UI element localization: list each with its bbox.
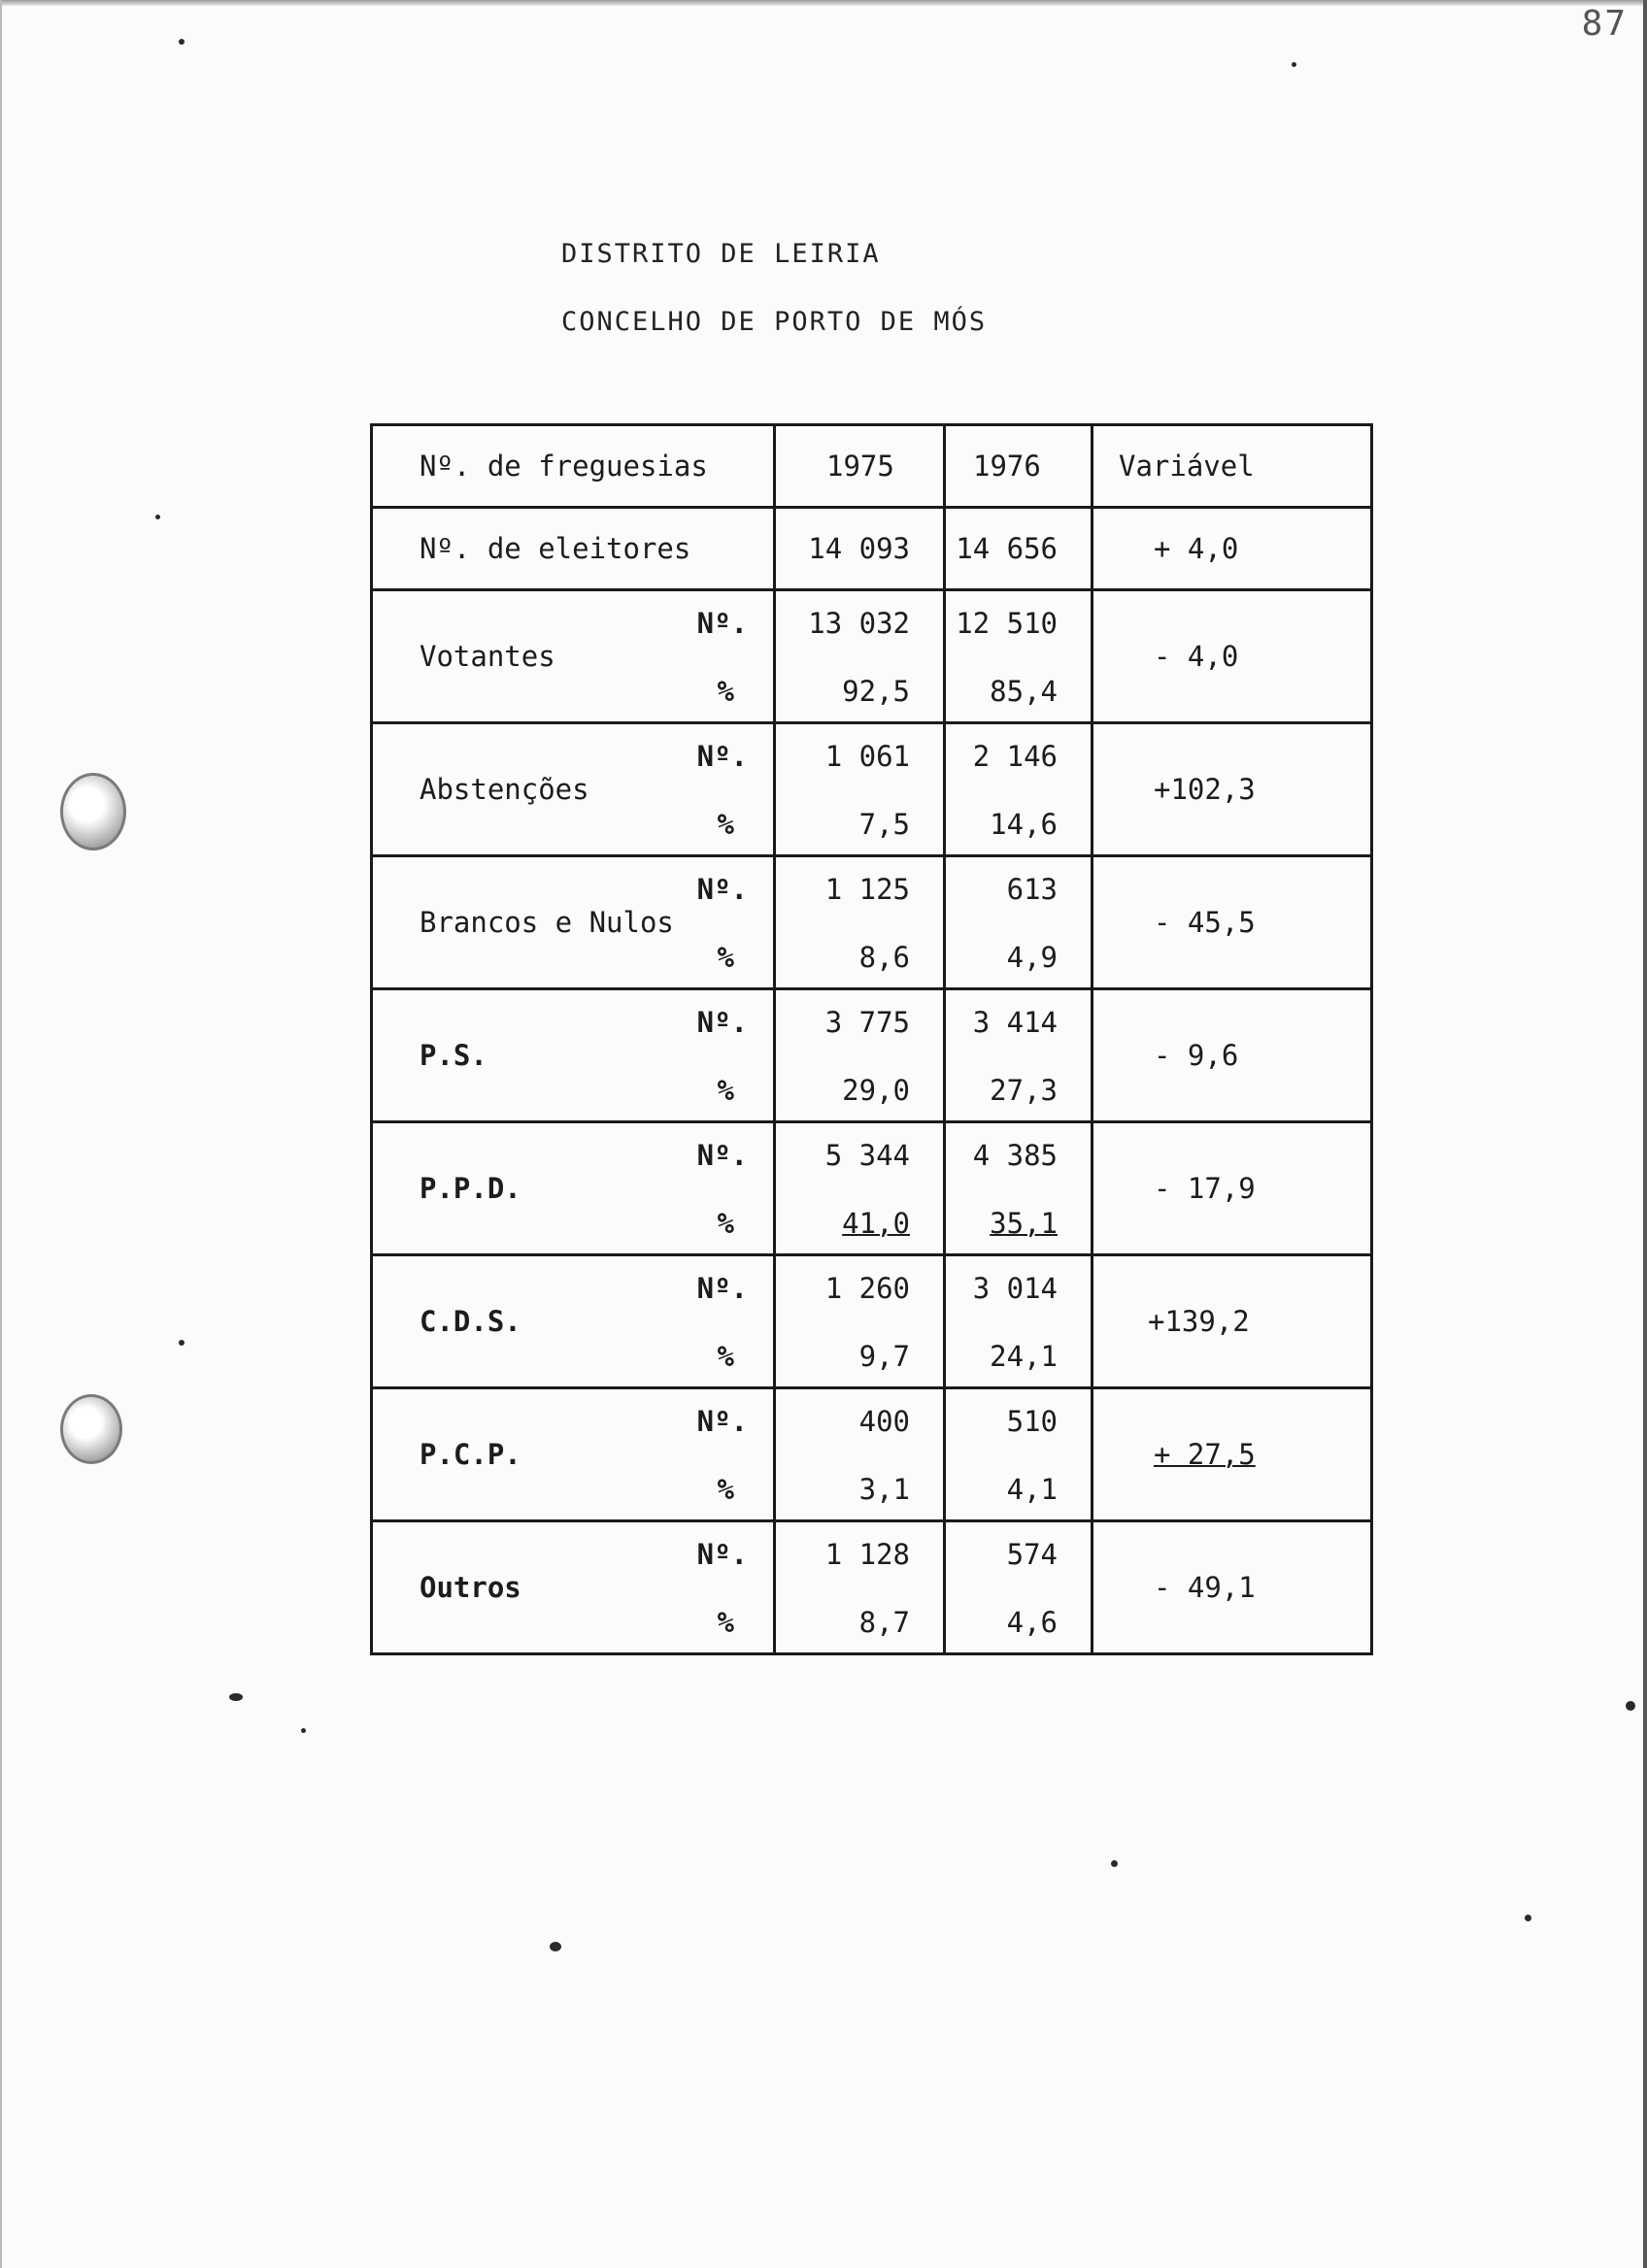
number-tag: Nº. — [696, 1006, 748, 1039]
percent-tag: % — [717, 1207, 734, 1240]
row-label-cell — [372, 1388, 775, 1521]
row-label: P.C.P. — [420, 1438, 521, 1471]
table-row — [372, 1521, 1372, 1654]
header-year-1975: 1975 — [826, 450, 894, 483]
variation-value: +139,2 — [1148, 1305, 1250, 1338]
values-1975-cell — [775, 723, 945, 856]
values-1976-cell — [945, 1521, 1092, 1654]
number-tag: Nº. — [696, 1538, 748, 1571]
row-label: Abstenções — [420, 773, 589, 806]
scan-speck — [1626, 1701, 1635, 1711]
electors-label-cell — [372, 508, 775, 590]
number-1976: 613 — [1006, 873, 1058, 906]
scan-speck — [301, 1728, 306, 1733]
row-label: P.S. — [420, 1039, 487, 1072]
header-variation-cell — [1092, 425, 1372, 508]
variation-cell — [1092, 590, 1372, 723]
percent-1975: 8,7 — [858, 1606, 910, 1639]
percent-1975: 9,7 — [858, 1340, 910, 1373]
percent-1976: 14,6 — [990, 808, 1058, 841]
percent-1976: 4,6 — [1006, 1606, 1058, 1639]
number-1976: 3 414 — [972, 1006, 1058, 1039]
percent-1976: 24,1 — [990, 1340, 1058, 1373]
values-1976-cell — [945, 989, 1092, 1122]
variation-value: - 49,1 — [1154, 1571, 1256, 1604]
percent-1975: 7,5 — [858, 808, 910, 841]
variation-cell — [1092, 1388, 1372, 1521]
values-1976-cell — [945, 1255, 1092, 1388]
scan-speck — [155, 515, 160, 519]
table-row — [372, 1255, 1372, 1388]
percent-tag: % — [717, 675, 734, 708]
number-tag: Nº. — [696, 1139, 748, 1172]
header-year-1976: 1976 — [973, 450, 1041, 483]
number-1975: 1 061 — [824, 740, 910, 773]
table-row — [372, 989, 1372, 1122]
percent-1975: 41,0 — [842, 1207, 910, 1240]
concelho-heading: CONCELHO DE PORTO DE MÓS — [561, 307, 988, 337]
row-label-cell — [372, 723, 775, 856]
number-1976: 2 146 — [972, 740, 1058, 773]
percent-tag: % — [717, 1074, 734, 1107]
variation-value: - 9,6 — [1154, 1039, 1239, 1072]
page-number: 87 — [1581, 4, 1628, 44]
variation-value: + 27,5 — [1154, 1438, 1256, 1471]
header-year-1976-cell — [945, 425, 1092, 508]
scan-speck — [1292, 62, 1296, 67]
number-tag: Nº. — [696, 607, 748, 640]
header-row — [372, 425, 1372, 508]
table-row — [372, 1122, 1372, 1255]
header-label: Nº. de freguesias — [420, 450, 708, 483]
variation-value: - 45,5 — [1154, 906, 1256, 939]
electors-1976-cell — [945, 508, 1092, 590]
values-1976-cell — [945, 723, 1092, 856]
percent-tag: % — [717, 1340, 734, 1373]
scan-speck — [179, 39, 185, 45]
number-1976: 12 510 — [956, 607, 1058, 640]
values-1976-cell — [945, 1122, 1092, 1255]
election-results-table — [370, 423, 1373, 1655]
values-1976-cell — [945, 590, 1092, 723]
paper-left-edge — [0, 0, 2, 2268]
values-1975-cell — [775, 1388, 945, 1521]
number-1975: 1 128 — [824, 1538, 910, 1571]
variation-value: - 4,0 — [1154, 640, 1239, 673]
electors-1975: 14 093 — [808, 532, 910, 565]
row-label-cell — [372, 1255, 775, 1388]
electors-label: Nº. de eleitores — [420, 532, 691, 565]
row-label-cell — [372, 1122, 775, 1255]
values-1976-cell — [945, 1388, 1092, 1521]
number-1976: 4 385 — [972, 1139, 1058, 1172]
values-1975-cell — [775, 1521, 945, 1654]
number-1976: 510 — [1006, 1405, 1058, 1438]
variation-cell — [1092, 1521, 1372, 1654]
values-1976-cell — [945, 856, 1092, 989]
variation-value: - 17,9 — [1154, 1172, 1256, 1205]
number-1975: 5 344 — [824, 1139, 910, 1172]
number-tag: Nº. — [696, 740, 748, 773]
row-label: Brancos e Nulos — [420, 906, 674, 939]
header-variation: Variável — [1119, 450, 1255, 483]
values-1975-cell — [775, 1255, 945, 1388]
percent-1975: 8,6 — [858, 941, 910, 974]
values-1975-cell — [775, 989, 945, 1122]
electors-row — [372, 508, 1372, 590]
row-label-cell — [372, 856, 775, 989]
number-1975: 1 125 — [824, 873, 910, 906]
table-row — [372, 1388, 1372, 1521]
scan-speck — [1111, 1860, 1118, 1867]
values-1975-cell — [775, 590, 945, 723]
row-label: Outros — [420, 1571, 521, 1604]
variation-cell — [1092, 1122, 1372, 1255]
electors-1976: 14 656 — [956, 532, 1058, 565]
percent-tag: % — [717, 1606, 734, 1639]
row-label-cell — [372, 1521, 775, 1654]
number-1975: 1 260 — [824, 1272, 910, 1305]
variation-value: +102,3 — [1154, 773, 1256, 806]
header-label-cell — [372, 425, 775, 508]
header-year-1975-cell — [775, 425, 945, 508]
row-label-cell — [372, 590, 775, 723]
variation-cell — [1092, 989, 1372, 1122]
row-label: P.P.D. — [420, 1172, 521, 1205]
electors-variation: + 4,0 — [1154, 532, 1239, 565]
electors-variation-cell — [1092, 508, 1372, 590]
electors-1975-cell — [775, 508, 945, 590]
variation-cell — [1092, 723, 1372, 856]
number-1975: 13 032 — [808, 607, 910, 640]
values-1975-cell — [775, 856, 945, 989]
percent-1975: 3,1 — [858, 1473, 910, 1506]
number-tag: Nº. — [696, 1405, 748, 1438]
variation-cell — [1092, 1255, 1372, 1388]
values-1975-cell — [775, 1122, 945, 1255]
percent-1975: 29,0 — [842, 1074, 910, 1107]
table-row — [372, 723, 1372, 856]
punch-hole-stain — [60, 773, 126, 850]
percent-tag: % — [717, 1473, 734, 1506]
number-1976: 574 — [1006, 1538, 1058, 1571]
paper-top-edge — [0, 0, 1647, 6]
percent-1976: 27,3 — [990, 1074, 1058, 1107]
scan-speck — [1525, 1915, 1531, 1921]
row-label: Votantes — [420, 640, 555, 673]
variation-cell — [1092, 856, 1372, 989]
row-label-cell — [372, 989, 775, 1122]
percent-1976: 4,9 — [1006, 941, 1058, 974]
number-tag: Nº. — [696, 873, 748, 906]
scan-speck — [550, 1942, 561, 1951]
scan-speck — [179, 1340, 185, 1346]
number-1975: 400 — [858, 1405, 910, 1438]
punch-hole-stain — [60, 1394, 122, 1464]
table-row — [372, 856, 1372, 989]
row-label: C.D.S. — [420, 1305, 521, 1338]
percent-1976: 4,1 — [1006, 1473, 1058, 1506]
number-1976: 3 014 — [972, 1272, 1058, 1305]
percent-tag: % — [717, 808, 734, 841]
number-tag: Nº. — [696, 1272, 748, 1305]
percent-1976: 35,1 — [990, 1207, 1058, 1240]
percent-tag: % — [717, 941, 734, 974]
percent-1975: 92,5 — [842, 675, 910, 708]
number-1975: 3 775 — [824, 1006, 910, 1039]
percent-1976: 85,4 — [990, 675, 1058, 708]
district-heading: DISTRITO DE LEIRIA — [561, 239, 881, 269]
paper-right-edge — [1643, 0, 1647, 2268]
table-row — [372, 590, 1372, 723]
scan-speck — [229, 1693, 243, 1701]
